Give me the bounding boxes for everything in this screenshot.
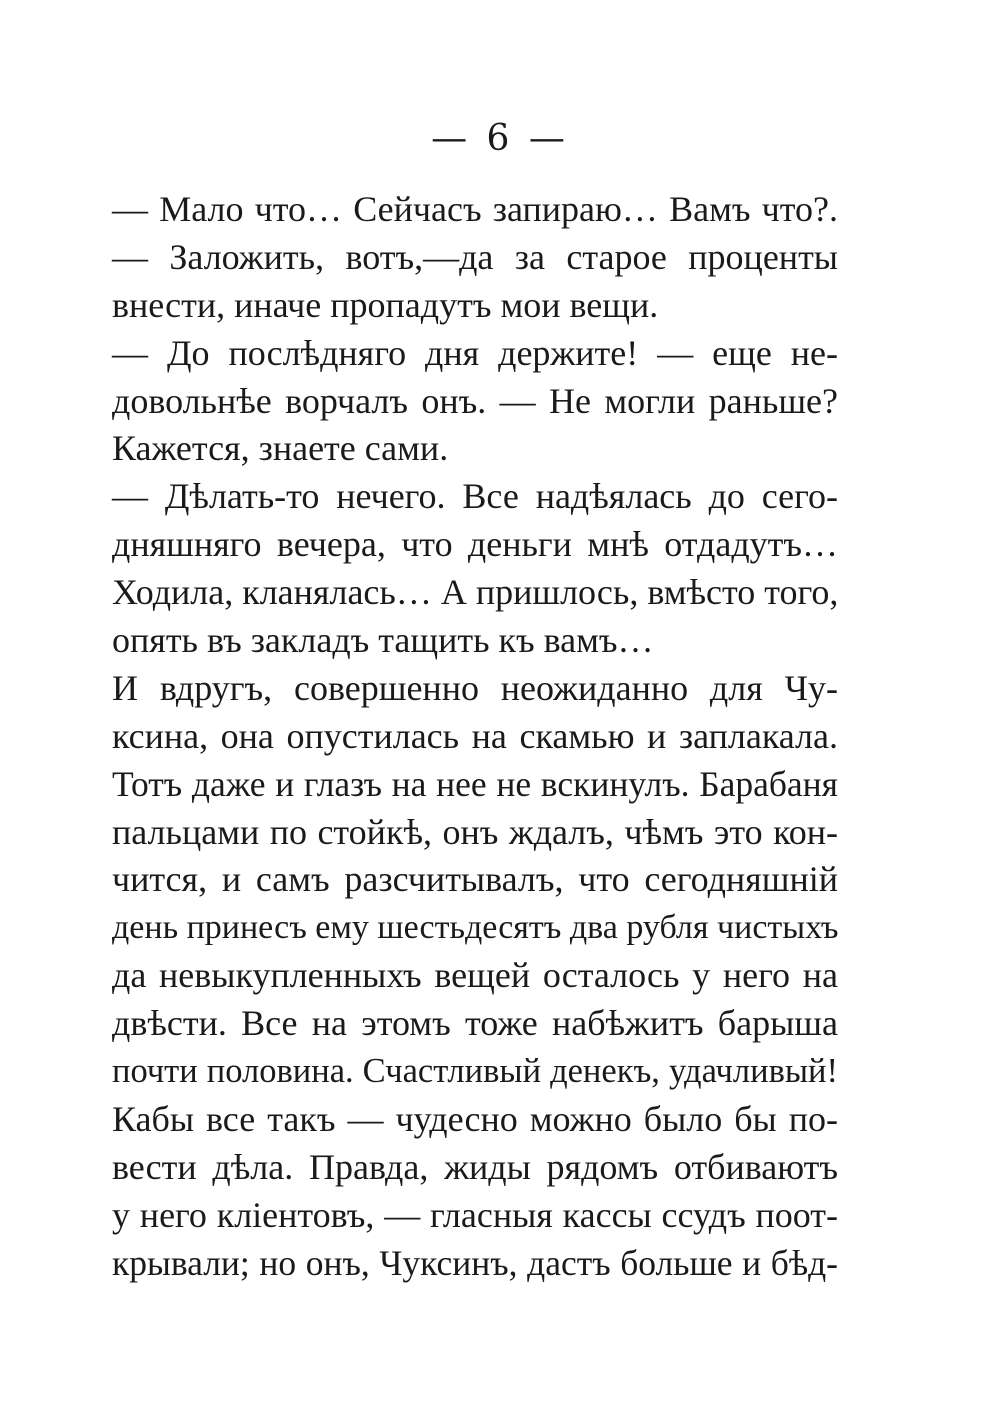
text-line: И вдругъ, совершенно неожиданно для Чу- [112,667,838,708]
text-line: ксина, она опустилась на скамью и заплакала. [112,715,838,756]
body-text [112,186,838,1287]
text-line: Кажется, знаете сами. [112,428,449,469]
text-line: опять въ закладъ тащить къ вамъ… [112,620,654,661]
text-line: довольнѣе ворчалъ онъ. — Не могли раньше? [112,380,838,421]
text-line: крывали; но онъ, Чуксинъ, дастъ больше и бѣд- [112,1242,838,1283]
text-line: — Дѣлать-то нечего. Все надѣялась до сего- [112,476,838,517]
text-line: да невыкупленныхъ вещей осталось у него на [112,955,838,996]
text-line: Кабы все такъ — чудесно можно было бы по- [112,1098,838,1139]
text-line: у него кліентовъ, — гласныя кассы ссудъ поот- [112,1194,838,1235]
text-line: Ходила, кланялась… А пришлось, вмѣсто того, [112,572,839,613]
text-line: двѣсти. Все на этомъ тоже набѣжитъ барыша [112,1003,838,1044]
text-line: — До послѣдняго дня держите! — еще не- [112,332,838,373]
text-line: день принесъ ему шестьдесятъ два рубля чистыхъ [112,909,839,947]
text-line: пальцами по стойкѣ, онъ ждалъ, чѣмъ это кон- [112,811,838,852]
text-line: — Мало что… Сейчасъ запираю… Вамъ что?. [112,189,838,229]
page-number: — 6 — [431,118,569,159]
text-line: — Заложить, вотъ,—да за старое проценты [112,236,838,277]
text-line: вести дѣла. Правда, жиды рядомъ отбиваютъ [112,1146,838,1187]
text-line: почти половина. Счастливый денекъ, удачливый! [112,1052,838,1091]
text-line: чится, и самъ разсчитывалъ, что сегодняшній [112,859,838,900]
text-line: внести, иначе пропадутъ мои вещи. [112,284,659,325]
text-line: Тотъ даже и глазъ на нее не вскинулъ. Барабаня [112,763,838,804]
text-line: дняшняго вечера, что деньги мнѣ отдадутъ… [112,524,838,565]
